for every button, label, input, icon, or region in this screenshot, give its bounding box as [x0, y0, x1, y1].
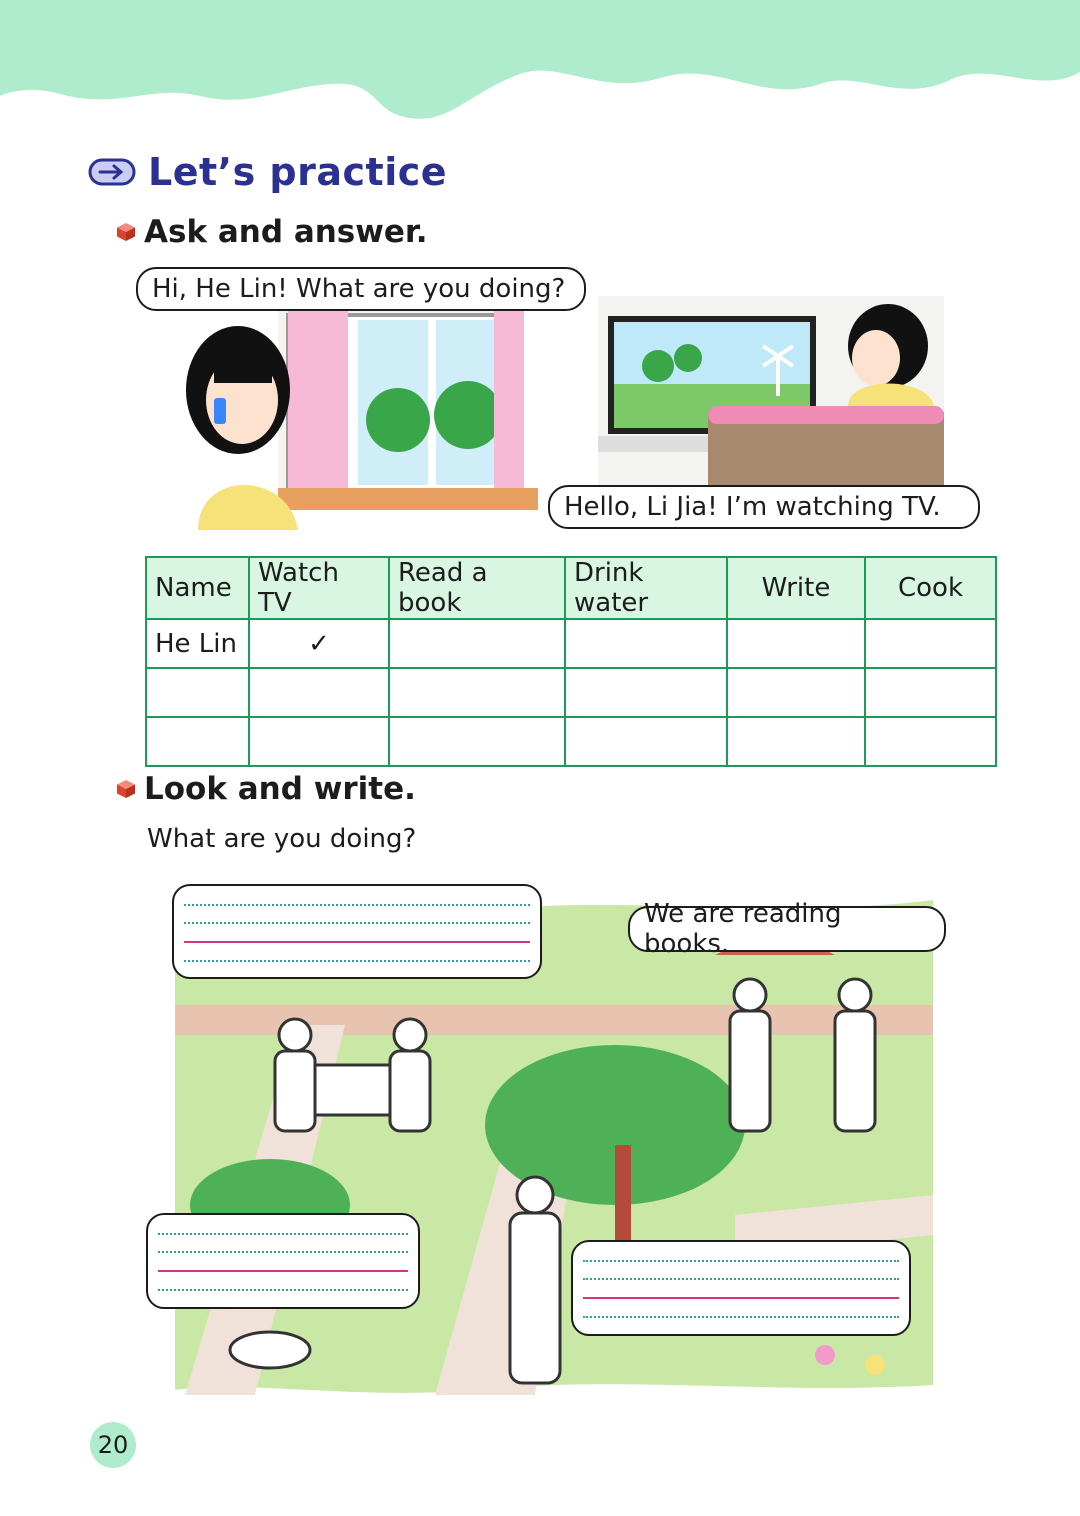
- page-number: 20: [90, 1422, 136, 1468]
- table-row: [146, 668, 996, 717]
- speech-bubble-example-text: We are reading books.: [644, 899, 842, 959]
- table-cell: [565, 619, 727, 668]
- table-row: [146, 717, 996, 766]
- section-look-write: [116, 771, 416, 807]
- check-mark-cell: ✓: [249, 619, 389, 668]
- table-cell: He Lin: [146, 619, 249, 668]
- write-answer-box-bottom-right[interactable]: [571, 1240, 911, 1336]
- table-cell: [865, 717, 996, 766]
- write-answer-box-top[interactable]: [172, 884, 542, 979]
- table-cell: [865, 668, 996, 717]
- table-cell: [249, 717, 389, 766]
- table-cell: [146, 668, 249, 717]
- table-row: [146, 619, 996, 668]
- table-header-cell: Watch TV: [249, 557, 389, 619]
- table-cell: [389, 619, 565, 668]
- table-cell: [565, 717, 727, 766]
- girl-on-phone-illustration: [178, 300, 538, 530]
- speech-bubble-question-text: Hi, He Lin! What are you doing?: [152, 274, 566, 304]
- top-wave-banner: [0, 0, 1080, 130]
- table-cell: [865, 619, 996, 668]
- cube-bullet-icon: [116, 222, 136, 242]
- table-cell: [727, 668, 865, 717]
- table-cell: [727, 619, 865, 668]
- table-cell: [565, 668, 727, 717]
- table-cell: [389, 717, 565, 766]
- table-header-cell: Drink water: [565, 557, 727, 619]
- section-heading: [88, 150, 447, 194]
- table-cell: [727, 717, 865, 766]
- table-cell: [146, 717, 249, 766]
- speech-bubble-example: [628, 899, 946, 959]
- girl-watching-tv-illustration: [598, 296, 944, 492]
- table-header-row: [146, 557, 996, 619]
- table-header-cell: Cook: [865, 557, 996, 619]
- speech-bubble-answer-text: Hello, Li Jia! I’m watching TV.: [564, 492, 941, 522]
- section-ask-answer-title: Ask and answer.: [144, 214, 428, 250]
- speech-bubble-question: [136, 267, 586, 311]
- activity-survey-table: [145, 556, 997, 767]
- arrow-right-pill-icon: [88, 157, 136, 187]
- table-cell: [249, 668, 389, 717]
- speech-bubble-answer: [548, 485, 980, 529]
- cube-bullet-icon: [116, 779, 136, 799]
- write-answer-box-bottom-left[interactable]: [146, 1213, 420, 1309]
- section-look-write-title: Look and write.: [144, 771, 416, 807]
- question-prompt: What are you doing?: [147, 824, 417, 854]
- page-title: Let’s practice: [148, 150, 448, 194]
- table-header-cell: Read a book: [389, 557, 565, 619]
- section-ask-answer: [116, 214, 428, 250]
- table-header-cell: Write: [727, 557, 865, 619]
- table-cell: [389, 668, 565, 717]
- table-header-cell: Name: [146, 557, 249, 619]
